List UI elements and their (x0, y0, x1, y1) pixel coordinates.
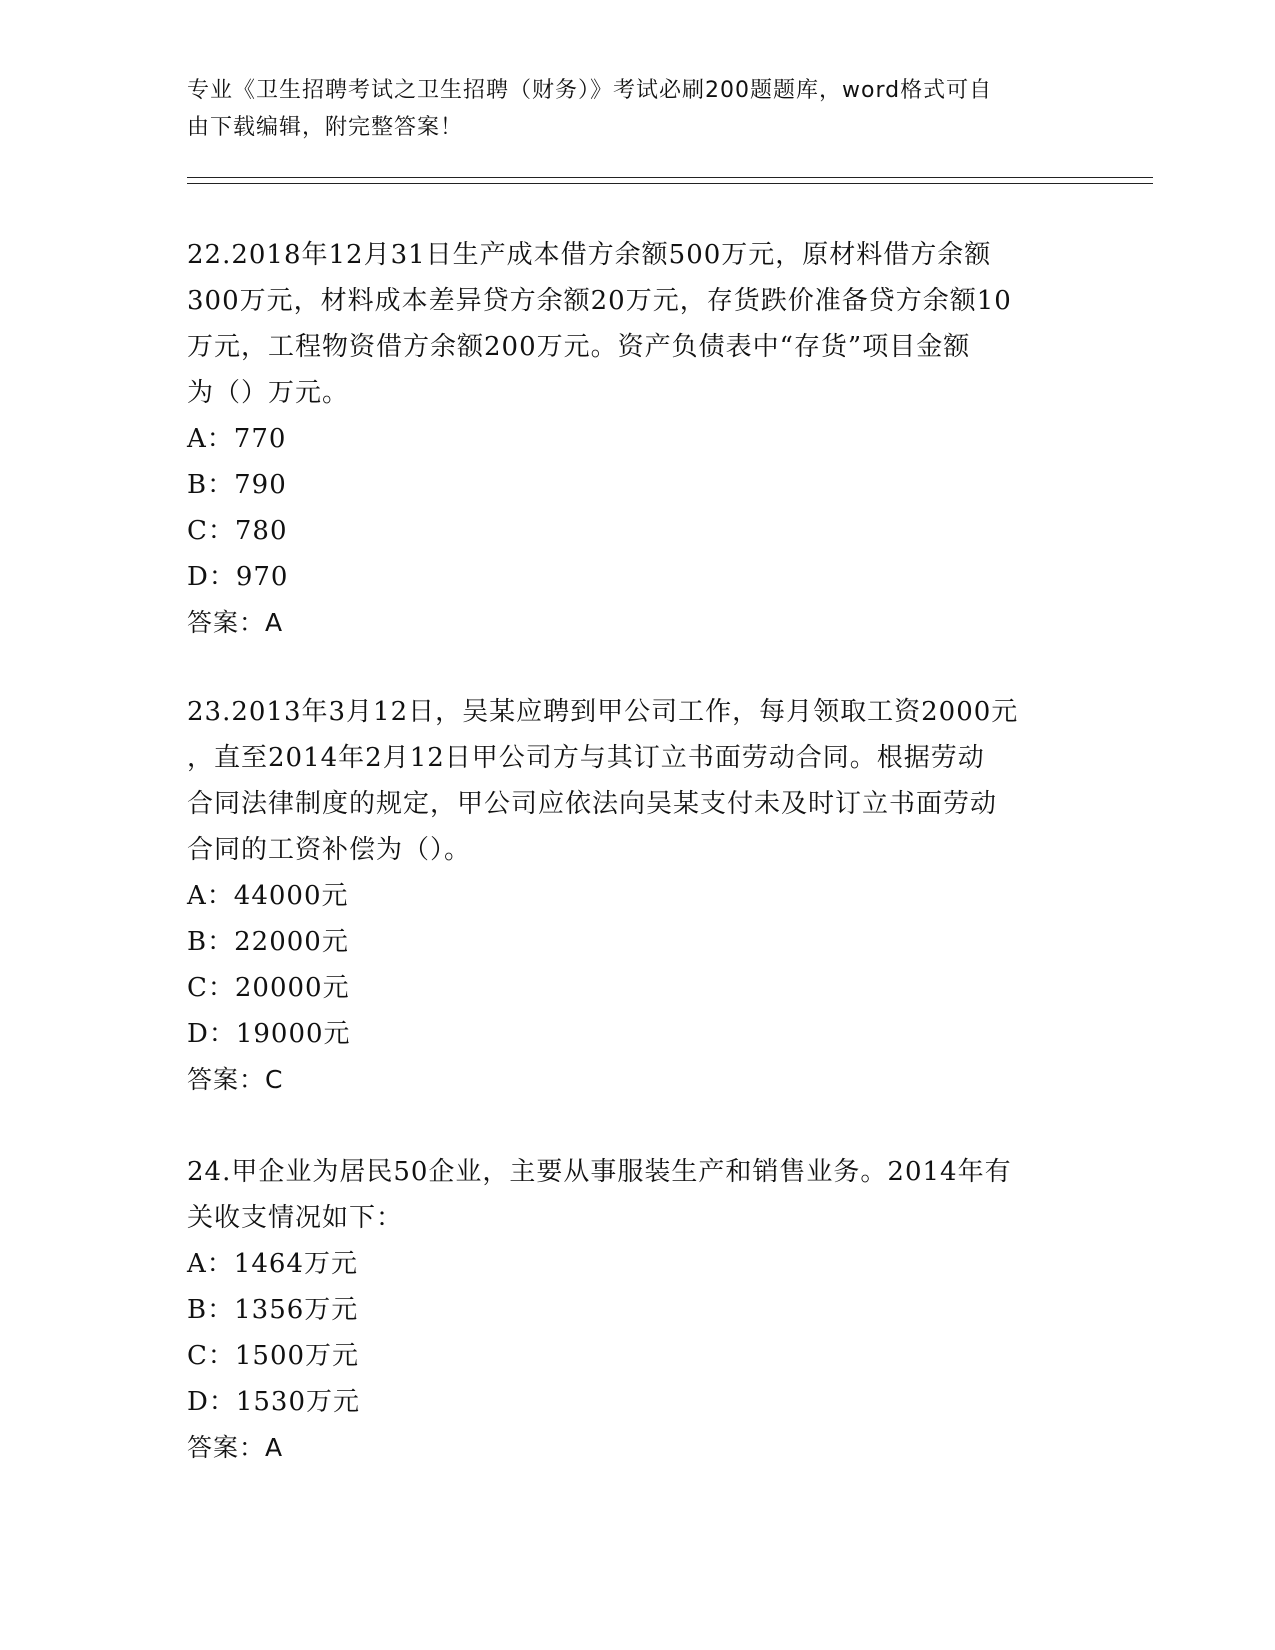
header-line-2: 由下载编辑，附完整答案！ (187, 115, 464, 140)
question-stem-line: 合同的工资补偿为（）。 (187, 835, 472, 865)
option-a: A：44000元 (187, 881, 349, 911)
answer: 答案：C (187, 1065, 284, 1094)
question-23 (187, 689, 1077, 1103)
option-d: D：19000元 (187, 1019, 351, 1049)
option-a: A：1464万元 (187, 1249, 358, 1279)
header-line-1: 专业《卫生招聘考试之卫生招聘（财务）》考试必刷200题题库，word格式可自 (187, 78, 993, 103)
question-stem-line: 关收支情况如下： (187, 1203, 404, 1233)
option-d: D：1530万元 (187, 1387, 361, 1417)
header-divider-bottom (187, 183, 1153, 184)
option-d: D：970 (187, 562, 289, 592)
option-b: B：1356万元 (187, 1295, 359, 1325)
question-stem-line: 合同法律制度的规定，甲公司应依法向吴某支付未及时订立书面劳动 (187, 789, 998, 819)
option-c: C：780 (187, 516, 288, 546)
question-stem-line: 22.2018年12月31日生产成本借方余额500万元，原材料借方余额 (187, 240, 992, 270)
answer: 答案：A (187, 608, 284, 637)
option-c: C：1500万元 (187, 1341, 360, 1371)
question-stem-line: 300万元，材料成本差异贷方余额20万元，存货跌价准备贷方余额10 (187, 286, 1012, 316)
question-stem-line: 万元，工程物资借方余额200万元。资产负债表中“存货”项目金额 (187, 332, 971, 362)
question-stem-line: ，直至2014年2月12日甲公司方与其订立书面劳动合同。根据劳动 (187, 743, 985, 773)
option-a: A：770 (187, 424, 287, 454)
question-stem-line: 23.2013年3月12日，吴某应聘到甲公司工作，每月领取工资2000元 (187, 697, 1019, 727)
option-c: C：20000元 (187, 973, 350, 1003)
option-b: B：22000元 (187, 927, 349, 957)
answer: 答案：A (187, 1433, 284, 1462)
question-24 (187, 1149, 1077, 1471)
option-b: B：790 (187, 470, 287, 500)
header-divider-top (187, 177, 1153, 178)
document-header (187, 72, 1077, 146)
question-stem-line: 为（）万元。 (187, 378, 350, 408)
question-22 (187, 232, 1077, 646)
question-stem-line: 24.甲企业为居民50企业，主要从事服装生产和销售业务。2014年有 (187, 1157, 1012, 1187)
